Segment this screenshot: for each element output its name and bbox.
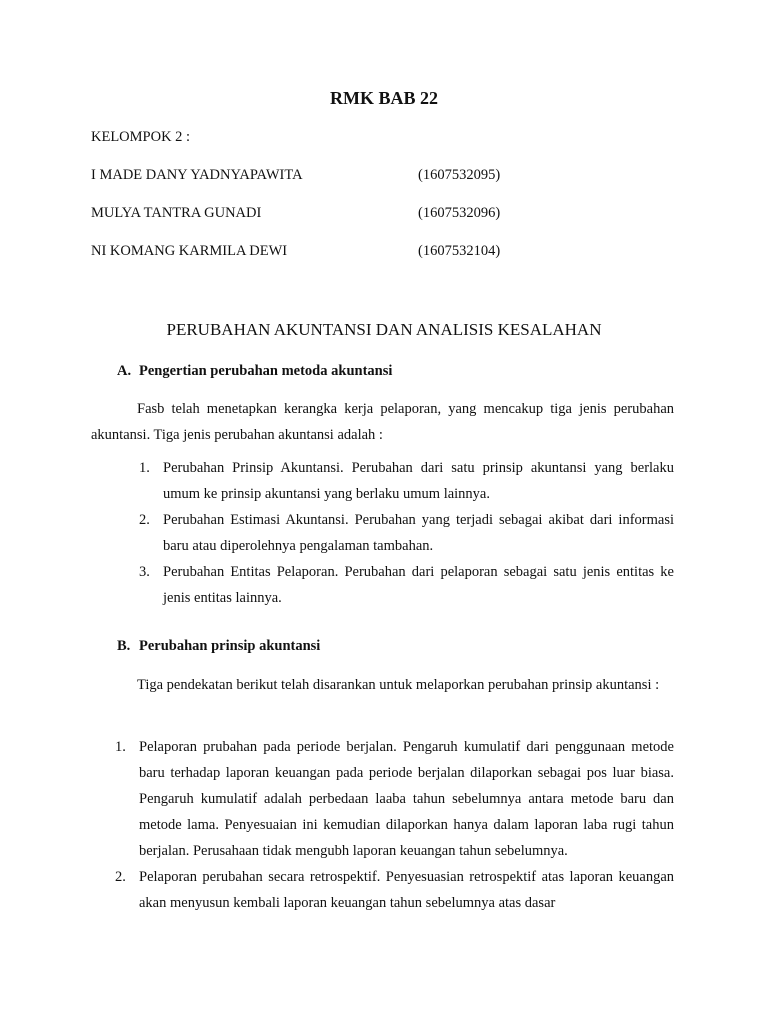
section-b-letter: B. xyxy=(117,638,131,654)
member-id: (1607532095) xyxy=(418,167,501,183)
section-a-heading xyxy=(117,363,392,380)
section-b-list xyxy=(115,734,674,916)
list-item-text: Pelaporan perubahan secara retrospektif. Penyesuasian retrospektif atas laporan keuangan akan menyusun kembali laporan keuangan tahun sebelumnya atas dasar xyxy=(139,869,674,911)
list-item-number: 2. xyxy=(115,869,126,885)
list-item xyxy=(139,559,674,611)
list-item-text: Perubahan Prinsip Akuntansi. Perubahan dari satu prinsip akuntansi yang berlaku umum ke prinsip akuntansi yang berlaku umum lainnya. xyxy=(163,460,674,502)
list-item xyxy=(139,507,674,559)
document-title: RMK BAB 22 xyxy=(330,88,438,108)
section-b-heading xyxy=(117,638,320,655)
section-a-list xyxy=(139,455,674,611)
list-item-number: 1. xyxy=(139,460,150,476)
group-label: KELOMPOK 2 : xyxy=(91,129,191,145)
list-item-text: Pelaporan prubahan pada periode berjalan. Pengaruh kumulatif dari penggunaan metode baru terhadap laporan keuangan pada periode berjalan dilaporkan sebagai pos luar biasa. Pengaruh kumulatif adalah perbedaan laaba tahun sebelumnya antara metode baru dan metode lama. Penyesuaian ini kemudian dilaporkan hanya dalam laporan laba rugi tahun berjalan. Perusahaan tidak mengubh laporan keuangan tahun sebelumnya. xyxy=(139,739,674,859)
list-item-number: 2. xyxy=(139,512,150,528)
list-item xyxy=(139,455,674,507)
member-name: MULYA TANTRA GUNADI xyxy=(91,205,262,221)
section-a-intro: Fasb telah menetapkan kerangka kerja pelaporan, yang mencakup tiga jenis perubahan akuntansi. Tiga jenis perubahan akuntansi adalah : xyxy=(91,401,674,443)
document-heading: PERUBAHAN AKUNTANSI DAN ANALISIS KESALAHAN xyxy=(166,320,602,339)
member-name: I MADE DANY YADNYAPAWITA xyxy=(91,167,303,183)
list-item xyxy=(115,734,674,864)
member-id: (1607532104) xyxy=(418,243,501,259)
list-item-number: 1. xyxy=(115,739,126,755)
member-name: NI KOMANG KARMILA DEWI xyxy=(91,243,288,259)
list-item-text: Perubahan Estimasi Akuntansi. Perubahan yang terjadi sebagai akibat dari informasi baru atau diperolehnya pengalaman tambahan. xyxy=(163,512,674,554)
section-b-title: Perubahan prinsip akuntansi xyxy=(139,638,321,654)
section-a-letter: A. xyxy=(117,363,132,379)
list-item-number: 3. xyxy=(139,564,150,580)
member-id: (1607532096) xyxy=(418,205,501,221)
list-item-text: Perubahan Entitas Pelaporan. Perubahan dari pelaporan sebagai satu jenis entitas ke jenis entitas lainnya. xyxy=(163,564,674,606)
section-a-title: Pengertian perubahan metoda akuntansi xyxy=(139,363,393,379)
list-item xyxy=(115,864,674,916)
section-b-intro: Tiga pendekatan berikut telah disarankan untuk melaporkan perubahan prinsip akuntansi : xyxy=(137,677,660,693)
